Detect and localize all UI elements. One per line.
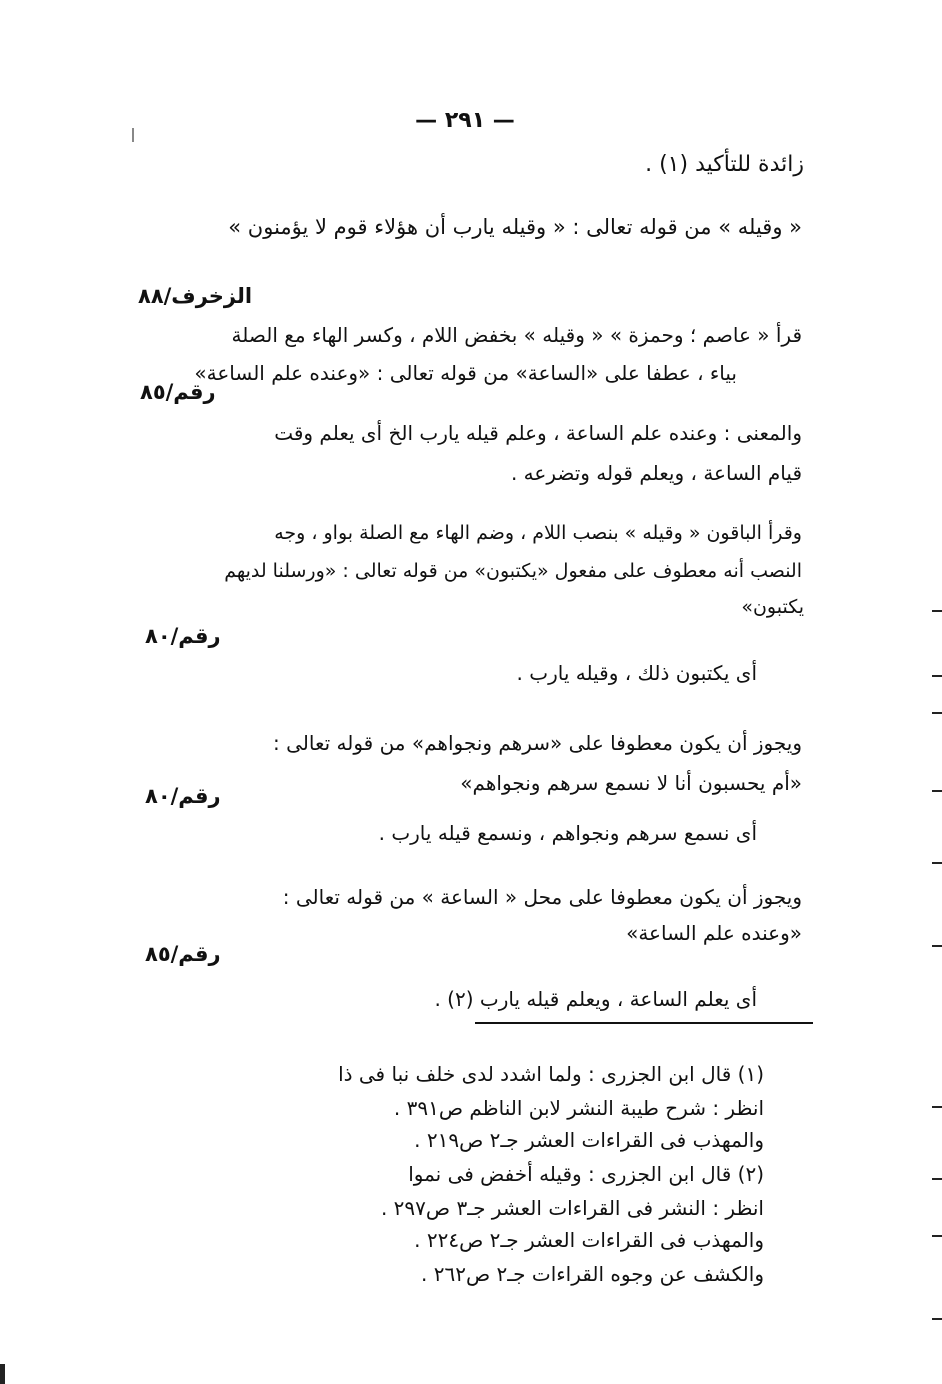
- text-line: ويجوز أن يكون معطوفا على «سرهم ونجواهم» من قوله تعالى :: [272, 731, 802, 755]
- footnote-line: والمهذب فى القراءات العشر جـ٢ ص٢١٩ .: [414, 1128, 764, 1152]
- text-line: يكتبون»: [741, 596, 804, 618]
- footnote-line: والمهذب فى القراءات العشر جـ٢ ص٢٢٤ .: [414, 1228, 764, 1252]
- scan-mark: [932, 610, 942, 612]
- text-line: النصب أنه معطوف على مفعول «يكتبون» من قوله تعالى : «ورسلنا لديهم: [224, 560, 802, 582]
- scan-mark: [932, 790, 942, 792]
- text-line: وقرأ الباقون « وقيله » بنصب اللام ، وضم الهاء مع الصلة بواو ، وجه: [274, 522, 802, 544]
- footnote-separator: [475, 1022, 813, 1024]
- text-line: أى يعلم الساعة ، ويعلم قيله يارب (٢) .: [434, 987, 757, 1011]
- verse-reference: الزخرف/٨٨: [138, 284, 253, 308]
- scan-mark: [932, 1178, 942, 1180]
- verse-reference: رقم/٨٥: [140, 380, 216, 404]
- verse-reference: رقم/٨٥: [145, 942, 221, 966]
- footnote-line: انظر : النشر فى القراءات العشر جـ٣ ص٢٩٧ .: [380, 1196, 764, 1220]
- verse-reference: رقم/٨٠: [145, 624, 221, 648]
- scan-mark: [132, 128, 134, 142]
- scan-mark: [932, 1318, 942, 1320]
- text-line: قيام الساعة ، ويعلم قوله وتضرعه .: [510, 461, 802, 485]
- verse-reference: رقم/٨٠: [145, 784, 221, 808]
- text-line: « وقيله » من قوله تعالى : « وقيله يارب أن هؤلاء قوم لا يؤمنون »: [228, 215, 802, 239]
- text-line: أى نسمع سرهم ونجواهم ، ونسمع قيله يارب .: [378, 821, 757, 845]
- footnote-line: (٢) قال ابن الجزرى : وقيله أخفض فى نموا: [408, 1162, 764, 1186]
- text-line: بياء ، عطفا على «الساعة» من قوله تعالى : «وعنده علم الساعة»: [194, 361, 737, 385]
- text-line: ويجوز أن يكون معطوفا على محل « الساعة » من قوله تعالى :: [282, 885, 802, 909]
- page-number: — ٢٩١ —: [415, 108, 515, 133]
- text-line: والمعنى : وعنده علم الساعة ، وعلم قيله يارب الخ أى يعلم وقت: [274, 421, 802, 445]
- text-line: «وعنده علم الساعة»: [626, 921, 802, 945]
- text-line: أى يكتبون ذلك ، وقيله يارب .: [516, 661, 757, 685]
- scan-mark: [932, 1106, 942, 1108]
- footnote-line: والكشف عن وجوه القراءات جـ٢ ص٢٦٢ .: [421, 1262, 764, 1286]
- scan-mark: [932, 712, 942, 714]
- footnote-line: انظر : شرح طيبة النشر لابن الناظم ص٣٩١ .: [393, 1096, 764, 1120]
- scan-mark: [932, 1235, 942, 1237]
- scan-mark: [932, 945, 942, 947]
- scan-mark: [932, 675, 942, 677]
- text-line: زائدة للتأكيد (١) .: [645, 152, 804, 177]
- scan-mark: [0, 1364, 5, 1384]
- footnote-line: (١) قال ابن الجزرى : ولما اشدد لدى خلف نبا فى ذا: [338, 1062, 764, 1086]
- scan-mark: [932, 862, 942, 864]
- text-line: «أم يحسبون أنا لا نسمع سرهم ونجواهم»: [460, 771, 802, 795]
- text-line: قرأ « عاصم ؛ وحمزة » « وقيله » بخفض اللام ، وكسر الهاء مع الصلة: [231, 323, 802, 347]
